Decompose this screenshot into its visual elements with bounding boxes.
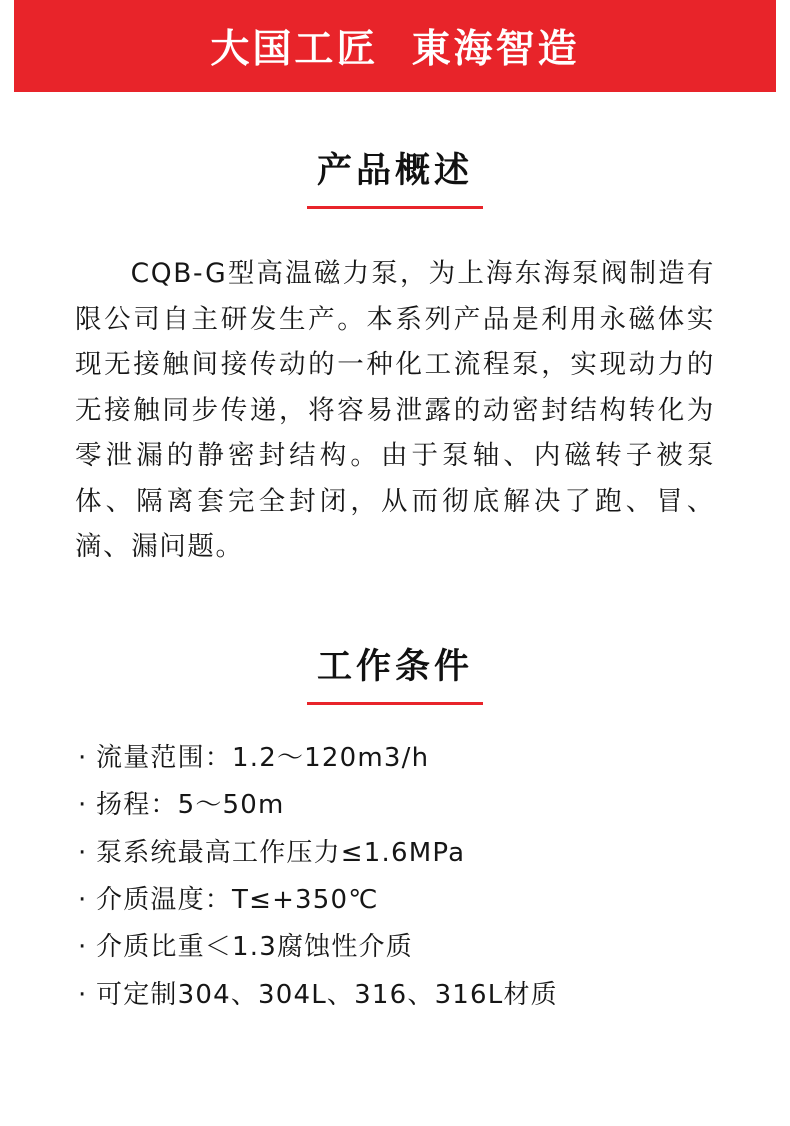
banner-edge-left — [0, 0, 14, 92]
bullet-icon: · — [78, 837, 88, 868]
bullet-icon: · — [78, 884, 88, 915]
list-item — [78, 792, 790, 819]
list-item — [78, 745, 790, 772]
page-banner — [0, 0, 790, 92]
bullet-icon: · — [78, 790, 88, 821]
list-item-label: 介质比重＜1.3腐蚀性介质 — [96, 932, 413, 963]
bullet-icon: · — [78, 932, 88, 963]
list-item — [78, 884, 790, 915]
section-underline-overview — [307, 206, 483, 209]
section-product-overview — [0, 150, 790, 570]
overview-paragraph: CQB-G型高温磁力泵，为上海东海泵阀制造有限公司自主研发生产。本系列产品是利用永磁体实现无接触间接传动的一种化工流程泵，实现动力的无接触同步传递，将容易泄露的动密封结构转化为零泄漏的静密封结构。由于泵轴、内磁转子被泵体、隔离套完全封闭，从而彻底解决了跑、冒、滴、漏问题。 — [75, 258, 715, 563]
list-item — [78, 837, 790, 868]
section-underline-conditions — [307, 702, 483, 705]
section-working-conditions — [0, 646, 790, 1009]
list-item-label: 可定制304、304L、316、316L材质 — [96, 979, 558, 1010]
list-item — [78, 934, 790, 961]
banner-edge-right — [776, 0, 790, 92]
list-item — [78, 979, 790, 1010]
list-item-label: 流量范围：1.2～120m3/h — [96, 743, 430, 774]
working-conditions-list — [0, 745, 790, 1009]
list-item-label: 介质温度：T≤+350℃ — [96, 884, 379, 915]
section-title-conditions: 工作条件 — [316, 647, 473, 688]
bullet-icon: · — [78, 979, 88, 1010]
bullet-icon: · — [78, 743, 88, 774]
section-heading-conditions — [0, 646, 790, 705]
section-title-overview: 产品概述 — [316, 151, 473, 191]
section-heading-overview — [0, 150, 790, 209]
banner-title: 大国工匠 東海智造 — [210, 27, 580, 72]
list-item-label: 泵系统最高工作压力≤1.6MPa — [96, 837, 466, 868]
list-item-label: 扬程：5～50m — [96, 790, 285, 821]
